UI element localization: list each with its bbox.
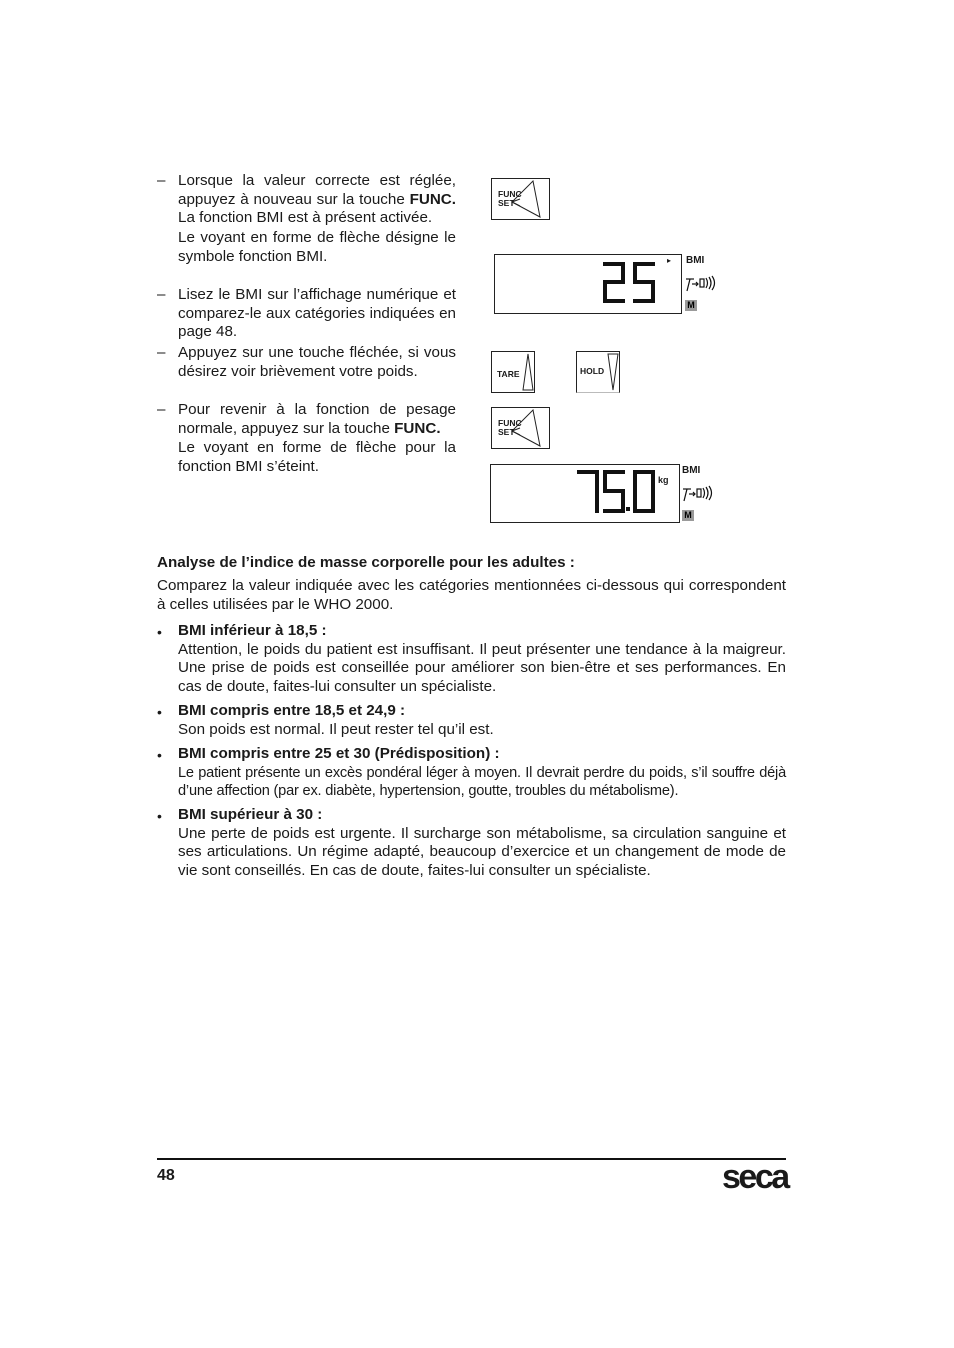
bullet-marker: • [157,747,162,763]
step-text: Appuyez sur une touche fléchée, si vous désirez voir brièvement votre poids. [178,344,456,380]
func-set-key [491,407,550,449]
tare-key-label: TARE [497,369,520,379]
section-intro: Comparez la valeur indiquée avec les catégories mentionnées ci-dessous qui correspondent à celles utilisées par le WHO 2000. [157,577,786,613]
footer-rule [157,1158,786,1160]
category-text: Attention, le poids du patient est insuffisant. Il peut présenter une tendance à la maigreur. Une prise de poids est conseillée pour améliorer son bien-être et ses performances. En cas de doute, faites-lui consulter un spécialiste. [178,640,786,696]
step-text: Lisez le BMI sur l’affichage numérique et comparez-le aux catégories indiquées en page 48. [178,286,456,341]
step-note: Le voyant en forme de flèche désigne le symbole fonction BMI. [178,229,456,265]
category-title: BMI inférieur à 18,5 : [178,622,327,639]
unit-kg: kg [658,475,669,485]
lcd-display-bmi [494,254,682,314]
func-set-key [491,178,550,220]
memory-indicator: M [685,300,697,311]
step-key-name: FUNC. [394,419,441,437]
category-title: BMI compris entre 25 et 30 (Prédisposition) : [178,745,500,762]
func-key-label: FUNC [498,418,522,428]
step-marker: – [157,172,166,189]
category-block [178,622,786,697]
category-text: Le patient présente un excès pondéral léger à moyen. Il devrait perdre du poids, s’il souffre déjà d’une affection (par ex. diabète, hypertension, goutte, troubles du métabolisme). [178,764,786,800]
digits-25 [601,261,659,305]
bullet-marker: • [157,704,162,720]
category-block [178,745,786,801]
hold-key-label: HOLD [580,366,605,376]
page-number: 48 [157,1167,175,1184]
step-text [178,172,456,267]
step-note: Le voyant en forme de flèche pour la fonction BMI s’éteint. [178,439,456,476]
category-block [178,806,786,881]
step-text-part: Pour revenir à la fonction de pesage normale, appuyez sur la touche [178,401,456,437]
step-marker: – [157,344,166,361]
bmi-indicator-arrow: ▸ [667,256,672,265]
arrow-up-icon [492,352,534,392]
step-text-part: Lorsque la valeur correcte est réglée, appuyez à nouveau sur la touche [178,172,456,208]
bullet-marker: • [157,624,162,640]
hold-weight-icon [681,483,717,503]
seca-logo: seca [722,1158,788,1196]
lcd-display-weight [490,464,680,523]
bmi-label: BMI [686,255,705,266]
category-text: Une perte de poids est urgente. Il surcharge son métabolisme, sa circulation sanguine et ses articulations. Un régime adapté, beaucoup d’exercice et un changement de mode de vie sont conseillés. En cas de doute, faites-lui consulter un spécialiste. [178,824,786,880]
step-text [178,401,456,477]
step-key-name: FUNC. [409,190,456,208]
memory-indicator: M [682,510,694,521]
arrow-left-icon [492,179,549,219]
category-block [178,702,786,739]
category-text: Son poids est normal. Il peut rester tel qu’il est. [178,720,494,738]
step-text-part: La fonction BMI est à présent activée. [178,209,433,227]
set-key-label: SET [498,198,515,208]
step-marker: – [157,401,166,418]
set-key-label: SET [498,427,515,437]
category-title: BMI supérieur à 30 : [178,806,323,823]
bullet-marker: • [157,808,162,824]
func-key-label: FUNC [498,189,522,199]
bmi-label: BMI [682,465,701,476]
hold-weight-icon [684,273,720,293]
tare-key [491,351,535,393]
category-title: BMI compris entre 18,5 et 24,9 : [178,702,406,719]
step-marker: – [157,286,166,303]
digits-75-0 [575,469,657,515]
section-heading: Analyse de l’indice de masse corporelle pour les adultes : [157,554,575,571]
arrow-down-icon [577,352,619,392]
hold-key [576,351,620,393]
